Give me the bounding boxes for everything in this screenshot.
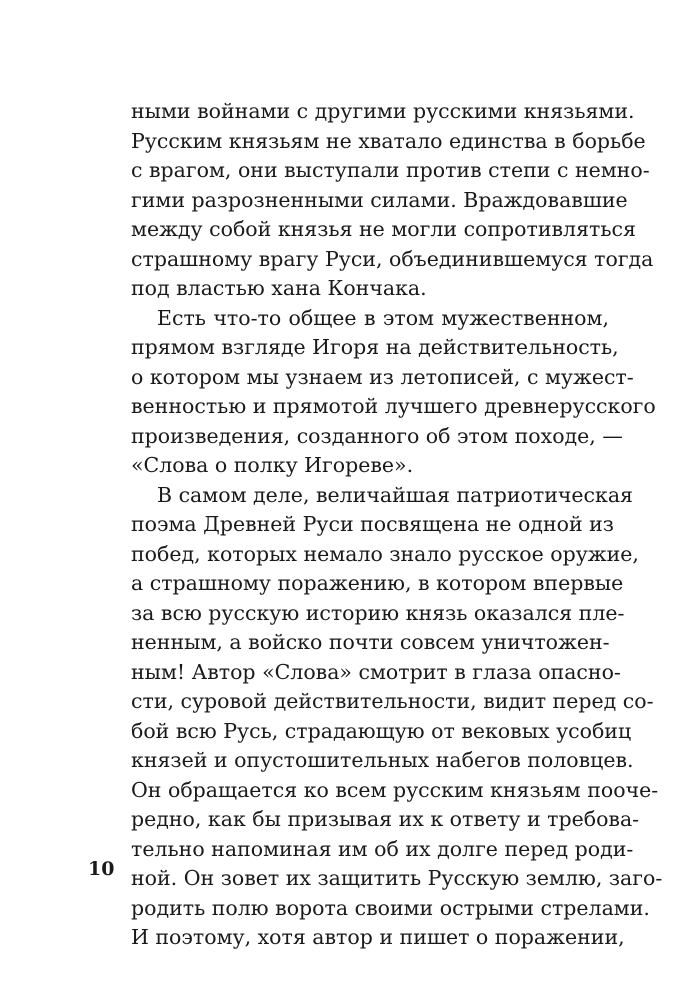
page-number: 10: [88, 858, 115, 880]
text-line: Есть что-то общее в этом мужественном,: [157, 305, 609, 330]
text-line: В самом деле, величайшая патриотическая: [157, 482, 633, 507]
text-line: ным! Автор «Слова» смотрит в глаза опасно-: [131, 659, 621, 684]
text-line: И поэтому, хотя автор и пишет о поражении,: [131, 925, 625, 949]
text-line: родить полю ворота своими острыми стрелами.: [131, 895, 650, 920]
text-line: а страшному поражению, в котором впервые: [131, 571, 624, 595]
text-line: гими разрозненными силами. Враждовавшие: [131, 187, 628, 212]
text-line: Он обращается ко всем русским князьям пооче-: [131, 777, 659, 802]
text-line: прямом взгляде Игоря на действительность,: [131, 335, 619, 359]
text-line: о котором мы узнаем из летописей, с мужест-: [131, 364, 634, 389]
body-text: [131, 97, 663, 953]
text-line: под властью хана Кончака.: [131, 276, 427, 300]
text-line: ными войнами с другими русскими князьями.: [131, 99, 635, 123]
text-line: ной. Он зовет их защитить Русскую землю, заго-: [131, 866, 663, 890]
text-line: редно, как бы призывая их к ответу и требова-: [131, 807, 640, 831]
text-line: между собой князья не могли сопротивляться: [131, 217, 636, 241]
text-line: ненным, а войско почти совсем уничтожен-: [131, 630, 610, 654]
text-line: за всю русскую историю князь оказался пле-: [131, 600, 625, 625]
text-line: тельно напоминая им об их долге перед роди-: [131, 836, 634, 861]
text-line: с врагом, они выступали против степи с немно-: [131, 158, 650, 182]
text-line: побед, которых немало знало русское оружие,: [131, 541, 639, 566]
text-line: страшному врагу Руси, объединившемуся тогда: [131, 246, 654, 271]
text-line: бой всю Русь, страдающую от вековых усобиц: [131, 718, 632, 743]
text-line: Русским князьям не хватало единства в борьбе: [131, 128, 646, 153]
text-line: князей и опустошительных набегов половцев.: [131, 748, 634, 772]
text-line: «Слова о полку Игореве».: [131, 453, 414, 477]
text-line: произведения, созданного об этом походе, —: [131, 423, 623, 448]
text-line: поэма Древней Руси посвящена не одной из: [131, 512, 614, 536]
text-line: венностью и прямотой лучшего древнерусского: [131, 394, 656, 418]
text-line: сти, суровой действительности, видит перед со-: [131, 689, 654, 713]
